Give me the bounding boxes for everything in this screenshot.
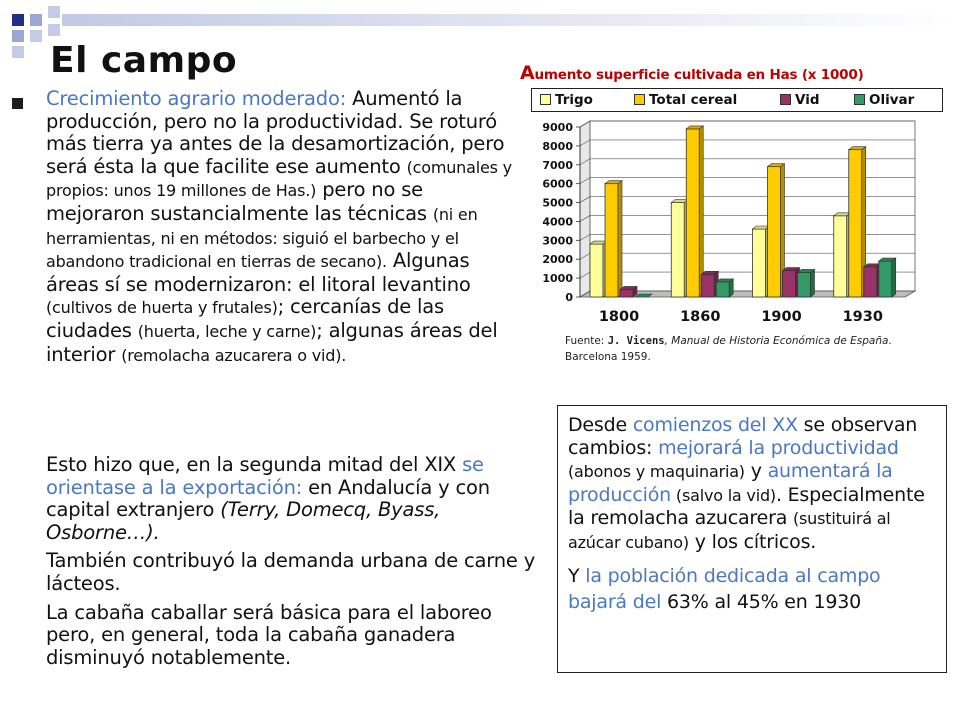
y-tick-label: 1000 xyxy=(542,272,573,286)
info-box xyxy=(557,405,947,673)
x-tick-label: 1800 xyxy=(598,309,640,325)
bar-side xyxy=(892,258,896,297)
main-p1-run: ; algunas áreas del interior xyxy=(46,318,498,366)
main-p1-run: (comunales y propios: unos 19 millones de Has.) xyxy=(46,157,512,201)
bar-trigo xyxy=(753,229,766,297)
x-tick-label: 1930 xyxy=(842,309,883,325)
bar-trigo xyxy=(590,244,603,297)
main-p4: La cabaña caballar será básica para el laboreo pero, en general, toda la cabaña ganadera disminuyó notablemente. xyxy=(46,600,492,669)
bar-total-cereal xyxy=(686,129,699,297)
main-p2-run: se orientase a la exportación: xyxy=(46,453,484,499)
legend-label: Total cereal xyxy=(649,92,738,108)
bar-vid xyxy=(864,267,877,297)
bar-trigo xyxy=(834,216,847,297)
bar-vid xyxy=(783,271,796,297)
bar-side xyxy=(699,126,703,297)
y-tick-label: 3000 xyxy=(542,234,573,248)
box-p1-run: aumentará la producción xyxy=(568,460,893,506)
source-author: J. Vicens xyxy=(607,335,665,347)
x-tick-label: 1900 xyxy=(761,309,802,325)
legend-label: Olivar xyxy=(869,92,915,108)
box-p1-run: . Especialmente la remolacha azucarera xyxy=(568,483,925,530)
box-p2-run: la población dedicada al campo bajará del xyxy=(568,564,881,613)
bar-side xyxy=(811,269,815,297)
box-p2-run: Y xyxy=(568,564,586,587)
main-p1-run: Algunas áreas sí se modernizaron: el litoral levantino xyxy=(46,249,471,296)
bar-vid xyxy=(620,289,633,297)
y-tick-label: 0 xyxy=(565,291,573,304)
y-tick-label: 6000 xyxy=(542,177,573,191)
chart-title-initial: A xyxy=(520,62,535,84)
box-p1-run: mejorará la productividad xyxy=(658,436,899,459)
box-p2-run: 63% al 45% en 1930 xyxy=(661,590,862,613)
main-p2-run: (Terry, Domecq, Byass, Osborne…). xyxy=(46,498,441,544)
main-p1-run: (huerta, leche y carne) xyxy=(137,321,317,341)
bar-vid xyxy=(701,274,714,297)
y-tick-label: 5000 xyxy=(542,196,573,210)
box-p1-run: Desde xyxy=(568,414,633,436)
source-place: . Barcelona 1959. xyxy=(565,335,892,363)
slide-title: El campo xyxy=(50,40,238,81)
box-p1 xyxy=(568,414,940,555)
y-tick-label: 4000 xyxy=(542,215,573,229)
box-p1-run: (sustituirá al azúcar cubano) xyxy=(568,509,891,552)
main-p1-run: Aumentó la producción, pero no la productividad. Se roturó más tierra ya antes de la desamortización, pero será ésta la que facilite ese aumento xyxy=(46,87,505,178)
bar-olivar xyxy=(798,272,811,297)
source-label: Fuente: xyxy=(565,335,608,347)
box-p1-run: y xyxy=(744,460,768,483)
bar-olivar xyxy=(879,261,892,297)
y-tick-label: 8000 xyxy=(542,139,573,153)
box-p1-run: comienzos del XX xyxy=(632,414,798,436)
main-p1-run: (ni en herramientas, ni en métodos: siguió el barbecho y el abandono tradicional en tierras de secano). xyxy=(46,204,478,272)
box-p1-run: (salvo la vid) xyxy=(671,485,776,505)
bar-side xyxy=(618,181,622,297)
main-p1-run: ; cercanías de las ciudades xyxy=(46,295,444,342)
main-p1-run: Crecimiento agrario moderado: xyxy=(46,87,347,110)
bar-total-cereal xyxy=(849,150,862,297)
info-box-text xyxy=(568,414,940,623)
main-p3: También contribuyó la demanda urbana de carne y lácteos. xyxy=(46,549,536,595)
chart-source xyxy=(565,333,945,365)
main-p1-run: (remolacha azucarera o vid). xyxy=(121,345,347,365)
bar-trigo xyxy=(671,203,684,297)
box-p1-run: (abonos y maquinaria) xyxy=(568,462,745,482)
main-p2-run: Esto hizo que, en la segunda mitad del XIX xyxy=(46,453,463,476)
bar-olivar xyxy=(716,282,729,297)
y-tick-label: 2000 xyxy=(542,253,573,267)
y-tick-label: 7000 xyxy=(542,158,573,172)
main-p2-run: en Andalucía y con capital extranjero xyxy=(46,475,490,522)
box-p1-run: y los cítricos. xyxy=(688,530,817,553)
y-tick-label: 9000 xyxy=(542,121,573,134)
chart-side-wall xyxy=(580,121,590,297)
main-p1-run: pero no se mejoraron sustancialmente las técnicas xyxy=(46,178,433,225)
chart-title-rest: umento superficie cultivada en Has (x 1000) xyxy=(534,67,864,83)
bar-total-cereal xyxy=(605,184,618,297)
box-p2 xyxy=(568,563,940,615)
source-book: , Manual de Historia Económica de España xyxy=(664,335,889,347)
x-tick-label: 1860 xyxy=(680,309,721,325)
box-p1-run: se observan cambios: xyxy=(568,414,918,459)
bar-total-cereal xyxy=(768,167,781,297)
legend-label: Trigo xyxy=(555,92,593,108)
main-p1-run: (cultivos de huerta y frutales) xyxy=(46,298,278,318)
legend-label: Vid xyxy=(795,92,820,108)
